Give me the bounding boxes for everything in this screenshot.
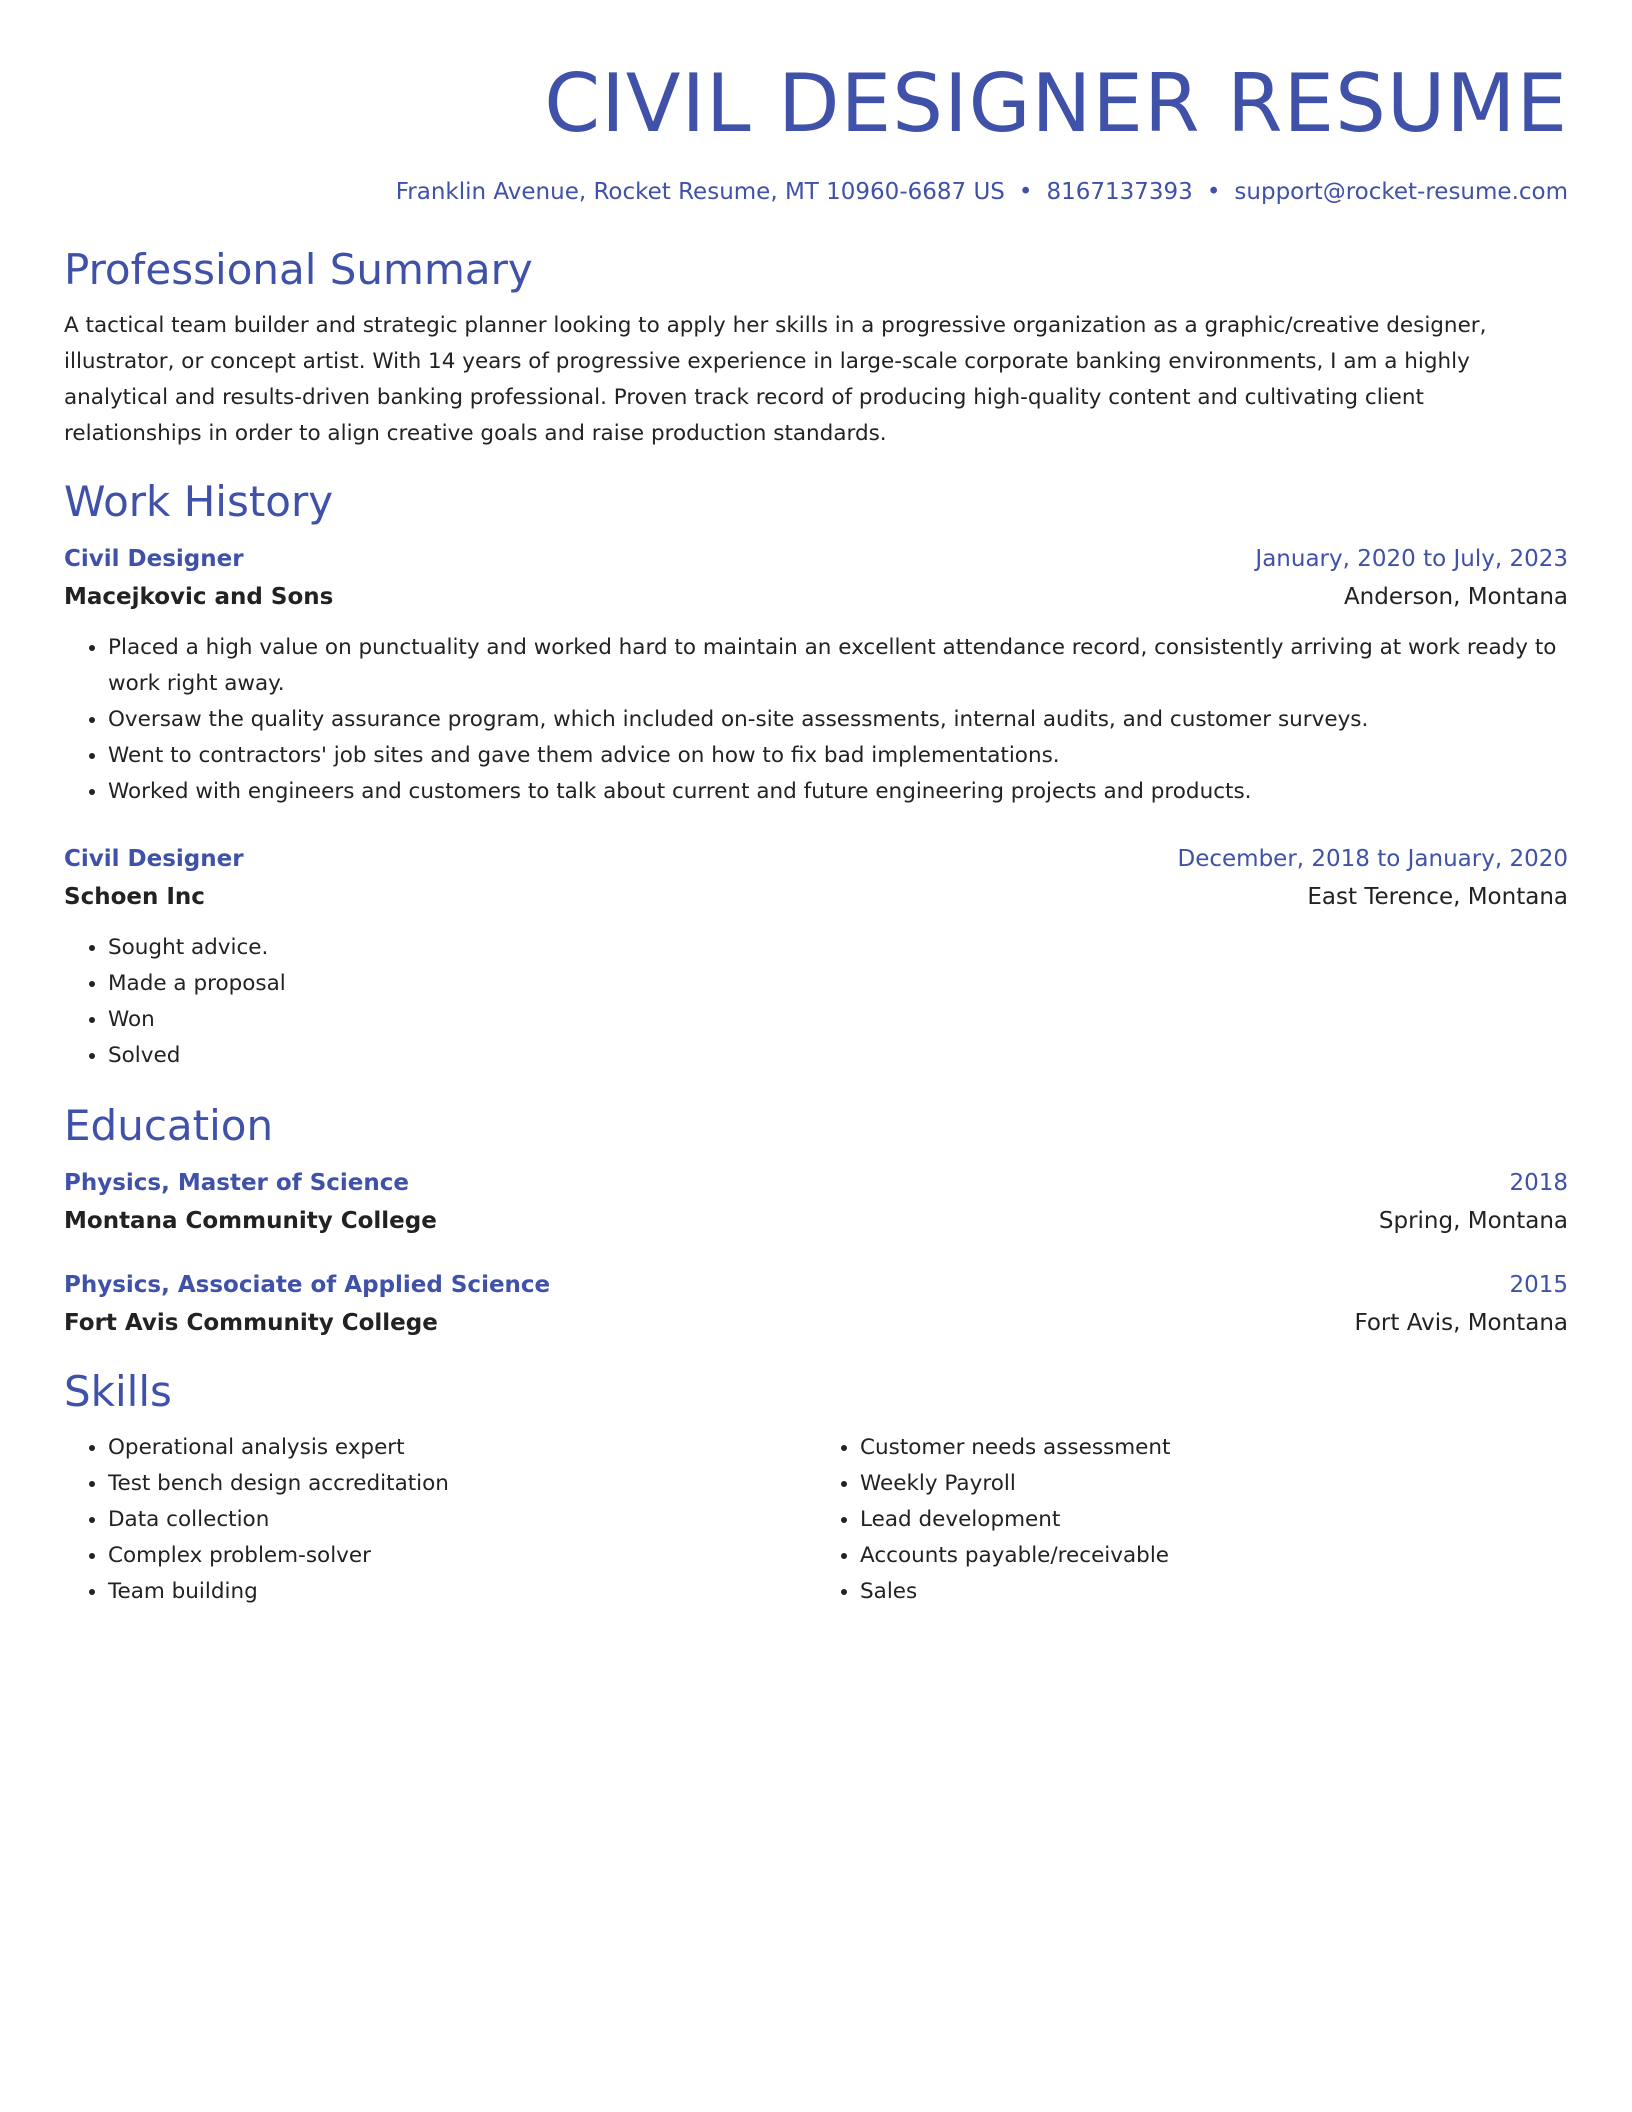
education-school: Montana Community College: [64, 1208, 437, 1234]
job-dates: December, 2018 to January, 2020: [1177, 846, 1568, 872]
skills-heading: Skills: [64, 1367, 172, 1416]
job-title: Civil Designer: [64, 846, 244, 872]
job-bullet: • Sought advice.: [108, 930, 1568, 966]
job-company: Macejkovic and Sons: [64, 584, 334, 610]
skill-item: • Test bench design accreditation: [108, 1466, 816, 1502]
skill-item: • Data collection: [108, 1502, 816, 1538]
skill-item: • Customer needs assessment: [860, 1430, 1568, 1466]
job-bullet: • Made a proposal: [108, 966, 1568, 1002]
education-year: 2015: [1509, 1272, 1568, 1298]
work-history-heading: Work History: [64, 477, 334, 526]
skill-item: • Lead development: [860, 1502, 1568, 1538]
skills-list-left: [64, 1430, 816, 1610]
job-bullet: • Placed a high value on punctuality and worked hard to maintain an excellent attendance record, consistently arriving at work ready to work right away.: [108, 630, 1568, 702]
contact-address: Franklin Avenue, Rocket Resume, MT 10960-6687 US: [395, 179, 1005, 205]
job-bullet: • Went to contractors' job sites and gave them advice on how to fix bad implementations.: [108, 738, 1568, 774]
skill-item: • Team building: [108, 1574, 816, 1610]
contact-line: [64, 176, 1568, 208]
education-school: Fort Avis Community College: [64, 1310, 438, 1336]
education-location: Spring, Montana: [1378, 1208, 1568, 1234]
education-heading: Education: [64, 1101, 274, 1150]
skill-item: • Accounts payable/receivable: [860, 1538, 1568, 1574]
job-entry: [64, 840, 1568, 1074]
skills-list-right: [816, 1430, 1568, 1610]
education-entry: [64, 1266, 1568, 1342]
job-bullet: • Solved: [108, 1038, 1568, 1074]
job-bullet: • Won: [108, 1002, 1568, 1038]
contact-email[interactable]: support@rocket-resume.com: [1234, 179, 1568, 205]
education-location: Fort Avis, Montana: [1354, 1310, 1568, 1336]
skill-item: • Weekly Payroll: [860, 1466, 1568, 1502]
contact-phone: 8167137393: [1046, 179, 1193, 205]
education-degree: Physics, Associate of Applied Science: [64, 1272, 551, 1298]
resume-title: CIVIL DESIGNER RESUME: [544, 57, 1568, 150]
skill-item: • Operational analysis expert: [108, 1430, 816, 1466]
job-dates: January, 2020 to July, 2023: [1255, 546, 1568, 572]
education-degree: Physics, Master of Science: [64, 1170, 410, 1196]
contact-separator: •: [1206, 179, 1221, 205]
job-company: Schoen Inc: [64, 884, 205, 910]
summary-text: A tactical team builder and strategic planner looking to apply her skills in a progressive organization as a graphic/creative designer, illustrator, or concept artist. With 14 years of progressive experience in large-scale corporate banking environments, I am a highly analytical and results-driven banking professional. Proven track record of producing high-quality content and cultivating client relationships in order to align creative goals and raise production standards.: [64, 313, 1487, 446]
summary-heading: Professional Summary: [64, 245, 533, 294]
contact-separator: •: [1018, 179, 1033, 205]
job-location: East Terence, Montana: [1307, 884, 1568, 910]
job-bullet: • Worked with engineers and customers to talk about current and future engineering projects and products.: [108, 774, 1568, 810]
job-location: Anderson, Montana: [1343, 584, 1568, 610]
skills-columns: [64, 1430, 1568, 1610]
job-bullet-list: [64, 630, 1568, 810]
job-entry: [64, 540, 1568, 810]
job-bullet-list: [64, 930, 1568, 1074]
job-title: Civil Designer: [64, 546, 244, 572]
education-entry: [64, 1164, 1568, 1240]
skill-item: • Complex problem-solver: [108, 1538, 816, 1574]
education-year: 2018: [1509, 1170, 1568, 1196]
job-bullet: • Oversaw the quality assurance program, which included on-site assessments, internal audits, and customer surveys.: [108, 702, 1568, 738]
skill-item: • Sales: [860, 1574, 1568, 1610]
